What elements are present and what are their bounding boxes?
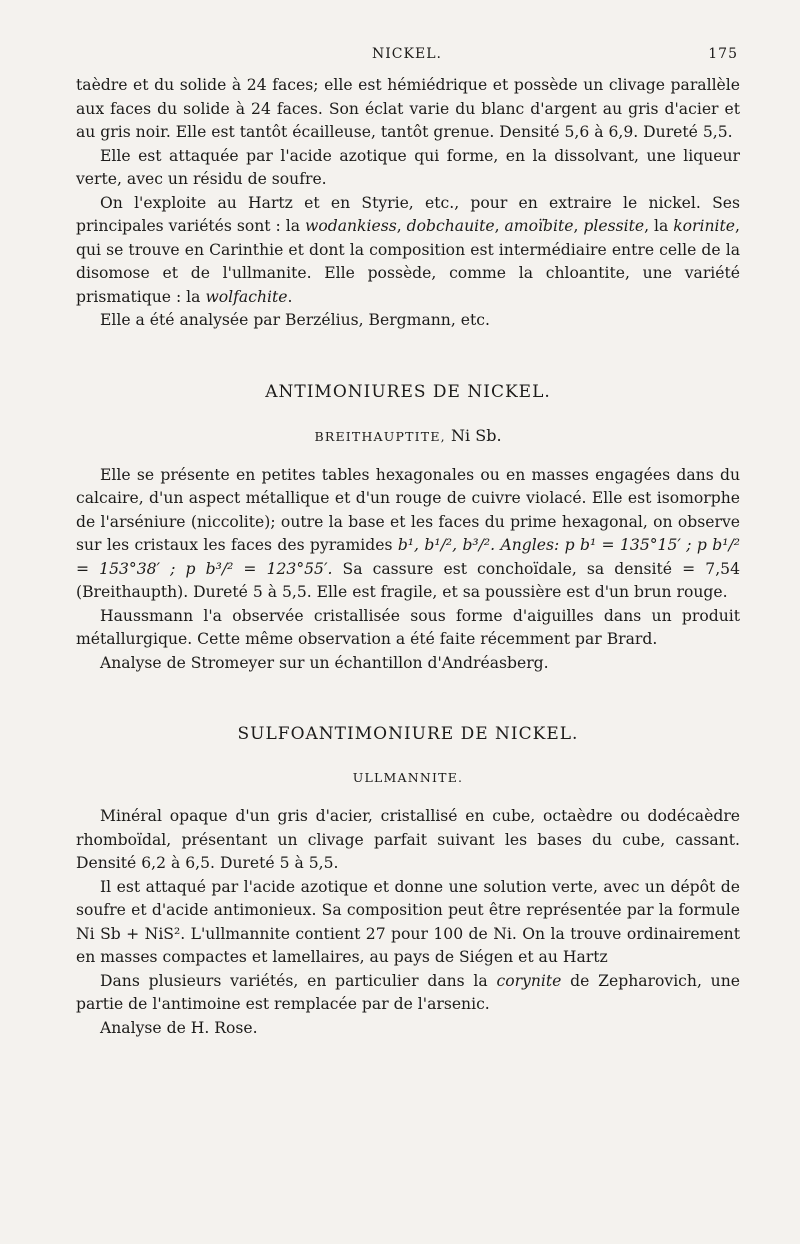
mineral-formula: Ni Sb.: [451, 425, 502, 445]
composition-formula: Ni Sb + NiS²: [76, 924, 181, 943]
paragraph-stromeyer: Analyse de Stromeyer sur un échantillon d'Andréasberg.: [100, 653, 549, 672]
subheading-ullmannite: [76, 767, 740, 789]
corynite-text: de Zepharovich, une partie de l'antimoine est remplacée par de l'arsenic.: [76, 971, 740, 1013]
variety-korinite: korinite: [673, 217, 736, 235]
paragraph-haussmann: Haussmann l'a observée cristallisée sous forme d'aiguilles dans un produit métallurgique. Cette même observation a été faite récemment par Brard.: [76, 606, 740, 648]
paragraph-varieties: [76, 192, 740, 310]
page-number: 175: [708, 46, 738, 62]
variety-dobchauite: dobchauite: [406, 217, 495, 235]
paragraph-analysis: Elle a été analysée par Berzélius, Bergmann, etc.: [100, 311, 490, 329]
running-title: NICKEL.: [372, 46, 442, 62]
mineral-name: ULLMANNITE.: [352, 770, 464, 785]
running-header: [76, 46, 738, 68]
variety-amoibite: amoïbite: [504, 217, 574, 235]
variety-plessite: plessite: [583, 217, 645, 235]
varieties-intro: On l'exploite au Hartz et en Styrie, etc., pour en extraire le nickel. Ses principales variétés sont : la: [76, 193, 740, 235]
composition-text: . L'ullmannite contient 27 pour 100 de Ni. On la trouve ordinairement en masses compactes et lamellaires, au pays de Siégen et au Hartz: [76, 924, 740, 966]
page-body: [76, 74, 740, 1040]
composition-text: Il est attaqué par l'acide azotique et donne une solution verte, avec un dépôt de soufre et d'acide antimonieux. Sa composition peut être représentée par la formule: [76, 877, 740, 919]
separator: ,: [573, 217, 584, 235]
paragraph-continuation: taèdre et du solide à 24 faces; elle est hémiédrique et possède un clivage parallèle aux faces du solide à 24 faces. Son éclat varie du blanc d'argent au gris d'acier et au gris noir. Elle est tantôt écailleuse, tantôt grenue. Densité 5,6 à 6,9. Dureté 5,5.: [76, 76, 740, 141]
paragraph-ullmannite-description: Minéral opaque d'un gris d'acier, cristallisé en cube, octaèdre ou dodécaèdre rhomboïdal, présentant un clivage parfait suivant les bases du cube, cassant. Densité 6,2 à 6,5. Dureté 5 à 5,5.: [76, 807, 740, 872]
crystal-angles: b¹, b¹/², b³/². Angles: p b¹ = 135°15′ ; p b¹/² = 153°38′ ; p b³/² = 123°55′.: [76, 536, 740, 578]
paragraph-acid-attack: Elle est attaquée par l'acide azotique qui forme, en la dissolvant, une liqueur verte, avec un résidu de soufre.: [76, 146, 740, 188]
section-title-sulfoantimoniure: SULFOANTIMONIURE DE NICKEL.: [237, 724, 579, 744]
corynite-text: Dans plusieurs variétés, en particulier dans la: [100, 971, 497, 990]
subheading-breithauptite: [76, 425, 740, 448]
paragraph-corynite: [76, 970, 740, 1017]
section-title-antimoniures: ANTIMONIURES DE NICKEL.: [265, 381, 551, 402]
separator: , la: [644, 217, 674, 235]
paragraph-rose-analysis: Analyse de H. Rose.: [100, 1018, 258, 1037]
separator: .: [287, 287, 293, 306]
paragraph-ullmannite-composition: [76, 876, 740, 970]
description-text: Elle se présente en petites tables hexagonales ou en masses engagées dans du calcaire, d'un aspect métallique et d'un rouge de cuivre violacé. Elle est isomorphe de l'arséniure (niccolite); outre la base et les faces du prime hexagonal, on observe sur les cristaux les faces des pyramides: [76, 465, 740, 554]
mineral-name: BREITHAUPTITE,: [314, 428, 446, 444]
variety-corynite: corynite: [496, 971, 562, 990]
description-text: Sa cassure est conchoïdale, sa densité = 7,54 (Breithaupth). Dureté 5 à 5,5. Elle est fragile, et sa poussière est d'un brun rouge.: [76, 559, 740, 601]
variety-wodankiess: wodankiess: [304, 217, 397, 235]
varieties-middle: , qui se trouve en Carinthie et dont la composition est intermédiaire entre celle de la disomose et de l'ullmanite. Elle possède, comme la chloantite, une variété prismatique : la: [76, 217, 740, 306]
separator: ,: [494, 217, 505, 235]
separator: ,: [396, 217, 407, 235]
paragraph-breithauptite-description: [76, 464, 740, 605]
variety-wolfachite: wolfachite: [205, 287, 288, 306]
